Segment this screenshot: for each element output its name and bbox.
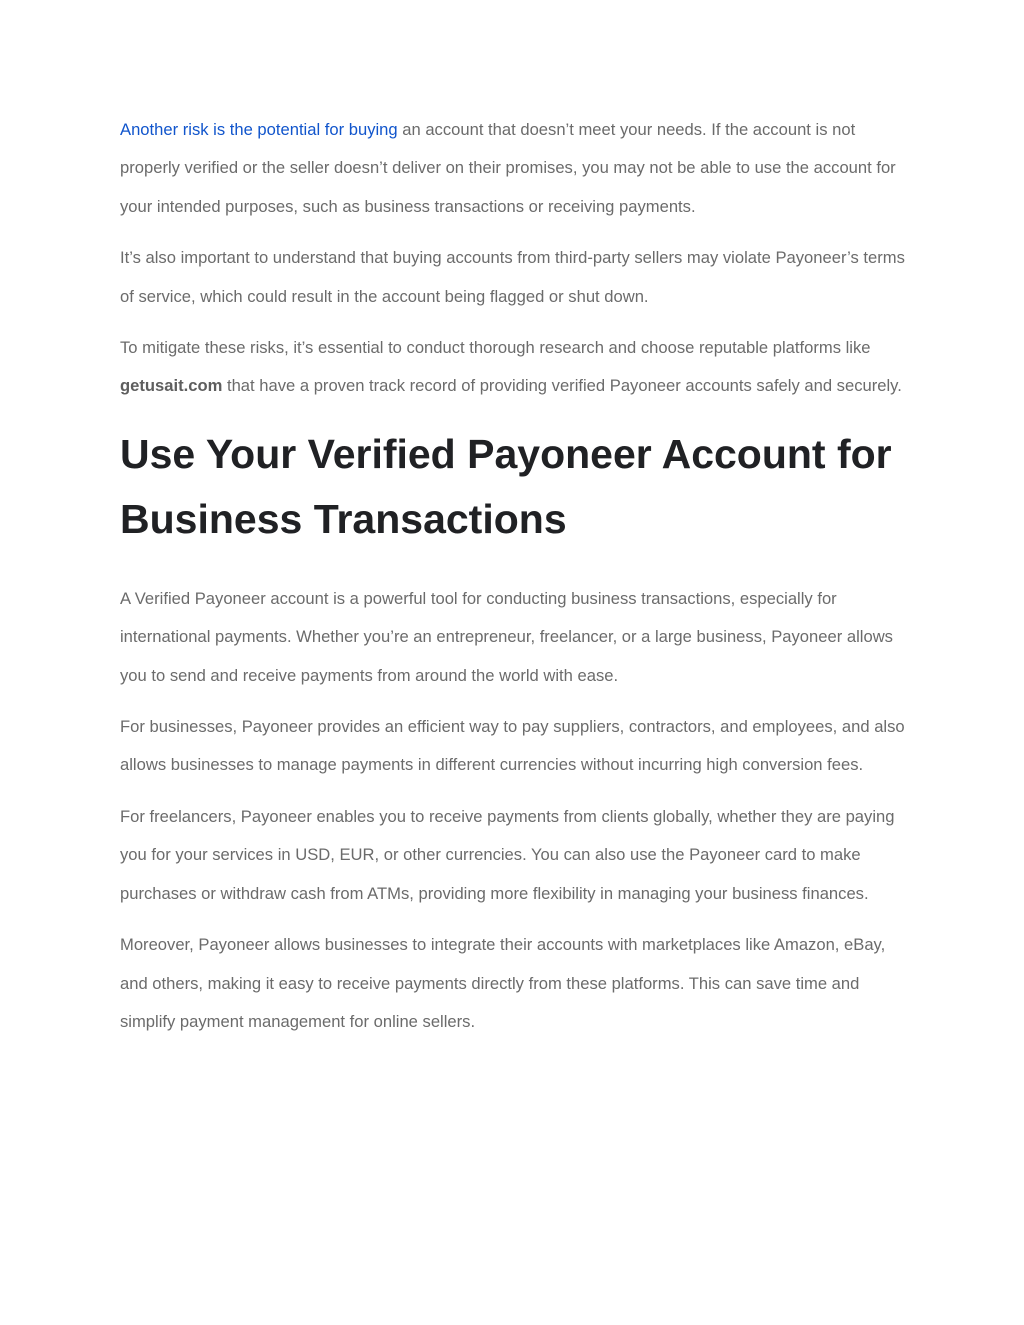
paragraph-buying-risk <box>120 111 906 226</box>
document-page <box>120 111 906 1054</box>
paragraph-marketplaces: Moreover, Payoneer allows businesses to integrate their accounts with marketplaces like Amazon, eBay, and others, making it easy to receive payments directly from these platforms. This can save time and simplify payment management for online sellers. <box>120 935 886 1031</box>
paragraph-intro: A Verified Payoneer account is a powerful tool for conducting business transactions, especially for international payments. Whether you’re an entrepreneur, freelancer, or a large business, Payoneer allows you to send and receive payments from around the world with ease. <box>120 588 893 685</box>
paragraph-mitigate-risks <box>120 329 906 406</box>
section-heading: Use Your Verified Payoneer Account for Business Transactions <box>120 430 892 542</box>
paragraph-terms-of-service: It’s also important to understand that buying accounts from third-party sellers may violate Payoneer’s terms of service, which could result in the account being flagged or shut down. <box>120 248 905 306</box>
paragraph-businesses: For businesses, Payoneer provides an efficient way to pay suppliers, contractors, and employees, and also allows businesses to manage payments in different currencies without incurring high conversion fees. <box>120 717 905 775</box>
paragraph-text: To mitigate these risks, it’s essential to conduct thorough research and choose reputable platforms like <box>120 338 871 358</box>
paragraph-text: that have a proven track record of providing verified Payoneer accounts safely and securely. <box>222 376 902 396</box>
paragraph-freelancers: For freelancers, Payoneer enables you to receive payments from clients globally, whether they are paying you for your services in USD, EUR, or other currencies. You can also use the Payoneer card to make purchases or withdraw cash from ATMs, providing more flexibility in managing your business finances. <box>120 806 895 903</box>
risk-link[interactable]: Another risk is the potential for buying <box>120 120 398 139</box>
paragraph-text: an account that doesn’t meet your needs. If the account is not properly verified or the seller doesn’t deliver on their promises, you may not be able to use the account for your intended purposes, such as business transactions or receiving payments. <box>120 120 896 216</box>
bold-site-name: getusait.com <box>120 376 223 396</box>
